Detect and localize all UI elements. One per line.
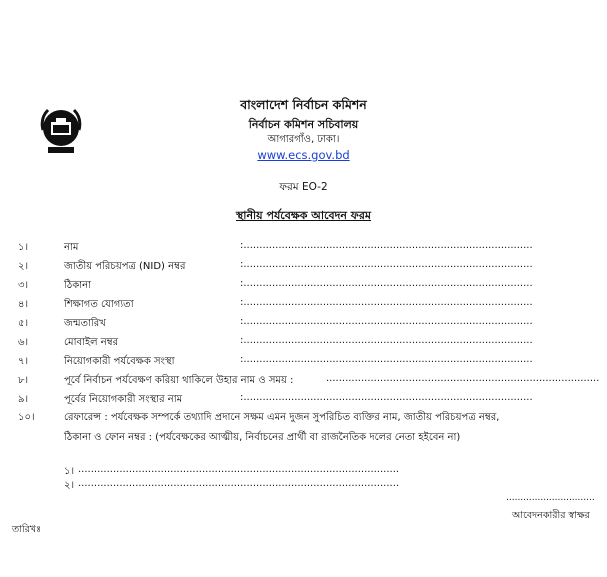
- field-number: ৭।: [18, 356, 29, 367]
- organization-subtitle: নির্বাচন কমিশন সচিবালয়: [248, 118, 359, 131]
- field-label: জাতীয় পরিচয়পত্র (NID) নম্বর: [64, 261, 186, 272]
- field-row-mobile: [0, 335, 607, 353]
- organization-address: আগারগাঁও, ঢাকা।: [267, 134, 340, 145]
- field-number: ৯।: [18, 394, 29, 405]
- field-label: পূর্বের নিয়োগকারী সংস্থার নাম: [64, 394, 183, 405]
- field-number: ৫।: [18, 318, 29, 329]
- reference-number: ১০।: [18, 412, 35, 423]
- field-label: ঠিকানা: [64, 280, 91, 291]
- field-number: ৩।: [18, 280, 29, 291]
- form-code: ফরম EO-2: [279, 181, 328, 193]
- field-input-line[interactable]: :...........................................................................................: [240, 278, 533, 289]
- reference-item-number: ২।: [64, 480, 75, 491]
- field-input-line[interactable]: :...........................................................................................: [240, 240, 533, 251]
- field-row-birthdate: [0, 316, 607, 334]
- field-row-nid: [0, 259, 607, 277]
- reference-instruction-line1: রেফারেন্স : পর্যবেক্ষক সম্পর্কে তথ্যাদি প্রদানে সক্ষম এমন দুজন সুপরিচিত ব্যক্তির নাম, জাতীয় পরিচয়পত্র নম্বর,: [64, 412, 500, 423]
- field-number: ৮।: [18, 375, 29, 386]
- field-number: ২।: [18, 261, 29, 272]
- field-number: ১।: [18, 242, 29, 253]
- organization-title: বাংলাদেশ নির্বাচন কমিশন: [240, 97, 367, 112]
- signature-label: আবেদনকারীর স্বাক্ষর: [512, 510, 590, 521]
- field-input-line[interactable]: :...........................................................................................: [240, 297, 533, 308]
- field-label: মোবাইল নম্বর: [64, 337, 119, 348]
- field-number: ৪।: [18, 299, 29, 310]
- field-label: শিক্ষাগত যোগ্যতা: [64, 299, 134, 310]
- field-label: জন্মতারিখ: [64, 318, 106, 329]
- reference-input-line[interactable]: .....................................................................................................: [78, 478, 400, 489]
- field-input-line[interactable]: :...........................................................................................: [240, 259, 533, 270]
- field-input-line[interactable]: :...........................................................................................: [240, 316, 533, 327]
- field-row-previous-observation: [0, 373, 607, 391]
- reference-instruction-line2: ঠিকানা ও ফোন নম্বর : (পর্যবেক্ষকের আত্মীয়, নির্বাচনের প্রার্থী বা রাজনৈতিক দলের নেতা হইবেন না): [64, 432, 461, 443]
- reference-item: [64, 478, 398, 495]
- date-label: তারিখঃ: [12, 524, 42, 535]
- field-input-line[interactable]: :...........................................................................................: [240, 392, 533, 403]
- field-row-observer-org: [0, 354, 607, 372]
- field-row-education: [0, 297, 607, 315]
- reference-item-number: ১।: [64, 466, 75, 477]
- reference-input-line[interactable]: .....................................................................................................: [78, 464, 400, 475]
- form-title: স্থানীয় পর্যবেক্ষক আবেদন ফরম: [235, 209, 372, 222]
- field-row-previous-org: [0, 392, 607, 410]
- signature-line[interactable]: ...............................: [506, 493, 595, 503]
- field-input-line[interactable]: :...........................................................................................: [240, 354, 533, 365]
- website-link[interactable]: www.ecs.gov.bd: [257, 148, 350, 162]
- field-number: ৬।: [18, 337, 29, 348]
- field-label: নাম: [64, 242, 79, 253]
- field-input-line[interactable]: :...........................................................................................: [240, 335, 533, 346]
- field-row-address: [0, 278, 607, 296]
- field-label: পূর্বে নির্বাচন পর্যবেক্ষণ করিয়া থাকিলে উহার নাম ও সময় :: [64, 375, 294, 386]
- field-input-line[interactable]: ......................................................................................: [326, 373, 600, 384]
- field-label: নিয়োগকারী পর্যবেক্ষক সংস্থা: [64, 356, 175, 367]
- field-row-name: [0, 240, 607, 258]
